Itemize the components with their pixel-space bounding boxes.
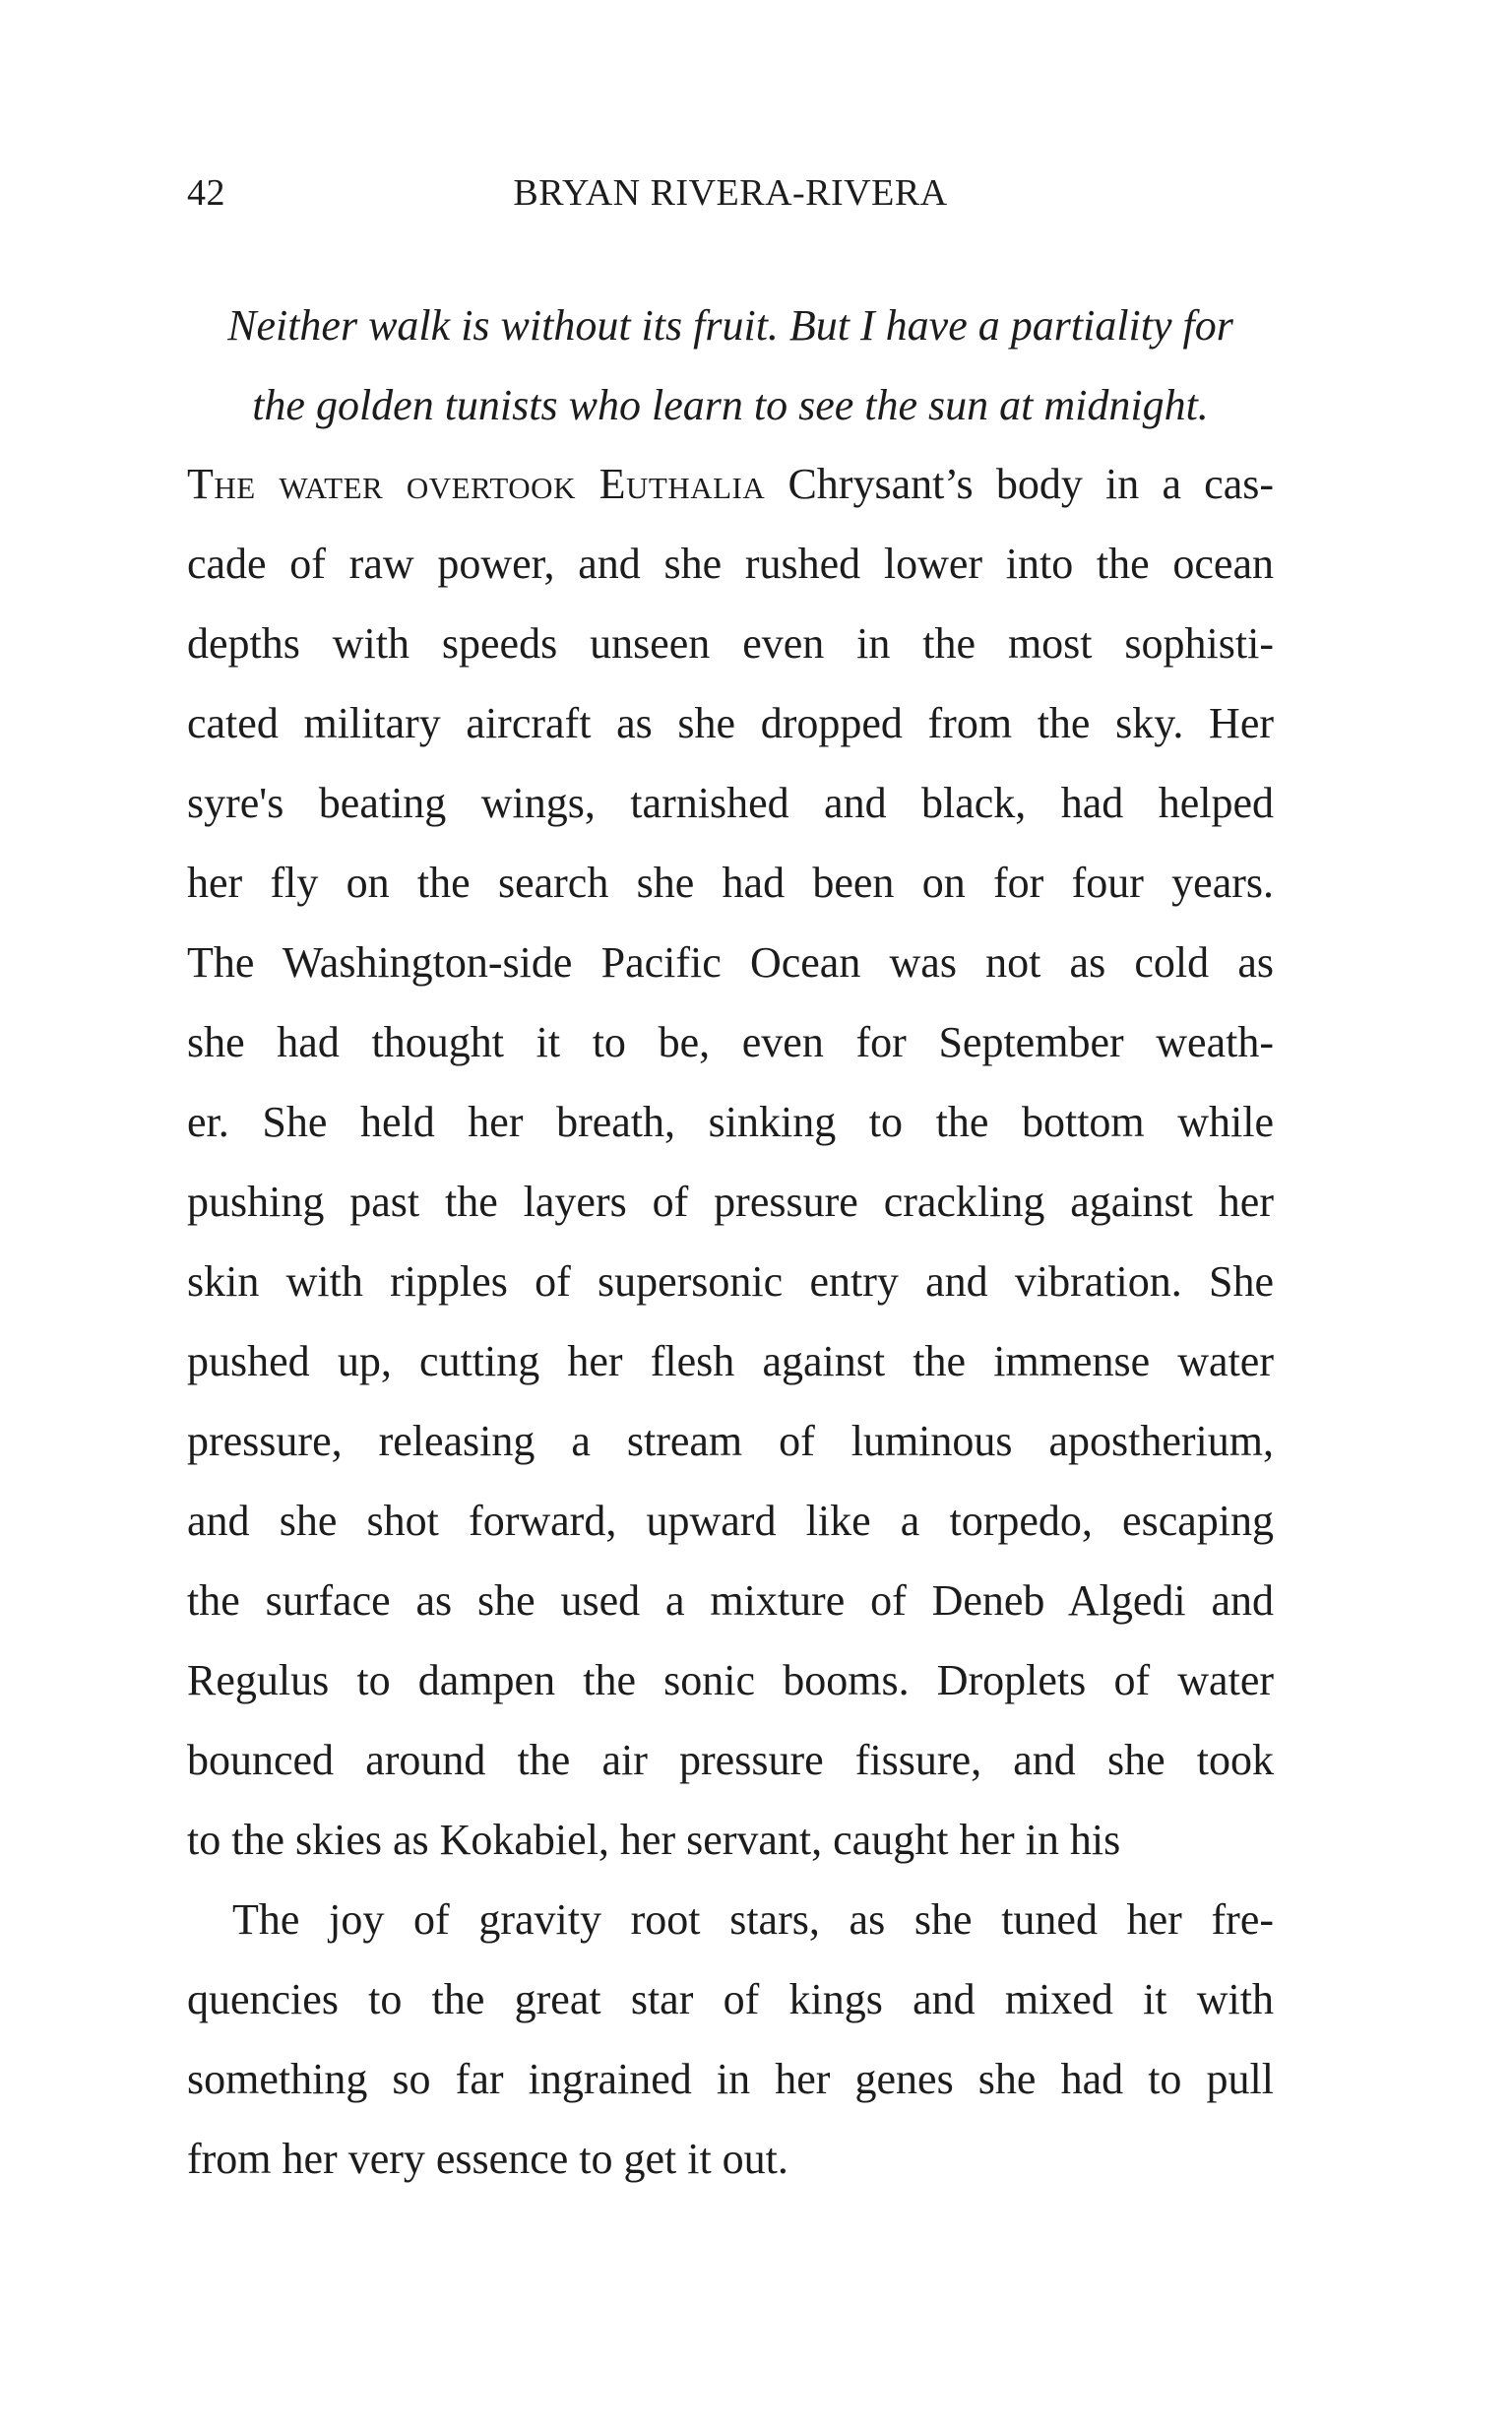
epigraph: [187, 286, 1274, 445]
epigraph-line: Neither walk is without its fruit. But I have a partiality for: [227, 301, 1233, 350]
paragraph-line: quencies to the great star of kings and mixed it with: [187, 1975, 1274, 2023]
paragraph-line: to the skies as Kokabiel, her servant, caught her in his: [187, 1816, 1121, 1864]
paragraph-line: pressure, releasing a stream of luminous apostherium,: [187, 1417, 1274, 1465]
paragraph-line: bounced around the air pressure fissure, and she took: [187, 1736, 1274, 1784]
paragraph-line: pushing past the layers of pressure crackling against her: [187, 1178, 1274, 1226]
paragraph-line: and she shot forward, upward like a torpedo, escaping: [187, 1497, 1274, 1545]
paragraph-line: The Washington-side Pacific Ocean was not as cold as: [187, 938, 1274, 987]
paragraph-line: from her very essence to get it out.: [187, 2135, 788, 2183]
paragraph-line: The joy of gravity root stars, as she tuned her fre-: [232, 1895, 1274, 1944]
paragraph-line: pushed up, cutting her flesh against the immense water: [187, 1337, 1274, 1385]
paragraph-line: her fly on the search she had been on for four years.: [187, 859, 1274, 907]
paragraph-line: something so far ingrained in her genes she had to pull: [187, 2055, 1274, 2103]
paragraph-line: cade of raw power, and she rushed lower into the ocean: [187, 540, 1274, 588]
body-text: [187, 444, 1274, 2199]
epigraph-line: the golden tunists who learn to see the sun at midnight.: [252, 381, 1209, 429]
paragraph-line: the surface as she used a mixture of Deneb Algedi and: [187, 1576, 1274, 1625]
paragraph-line: she had thought it to be, even for September weath-: [187, 1018, 1274, 1066]
first-line-text: Chrysant’s body in a cas-: [765, 460, 1274, 508]
paragraph-line: syre's beating wings, tarnished and black, had helped: [187, 779, 1274, 827]
paragraph-line: cated military aircraft as she dropped from the sky. Her: [187, 699, 1274, 747]
paragraph-line: [187, 444, 1274, 524]
running-header: [187, 165, 1274, 224]
paragraph-line: depths with speeds unseen even in the most sophisti-: [187, 619, 1274, 668]
paragraph-line: skin with ripples of supersonic entry and vibration. She: [187, 1257, 1274, 1306]
lead-in-smallcaps: The water overtook Euthalia: [187, 460, 766, 508]
running-title: BRYAN RIVERA-RIVERA: [513, 172, 948, 214]
page-number: 42: [187, 172, 225, 214]
paragraph-line: er. She held her breath, sinking to the bottom while: [187, 1098, 1274, 1146]
paragraph-line: Regulus to dampen the sonic booms. Droplets of water: [187, 1656, 1274, 1704]
